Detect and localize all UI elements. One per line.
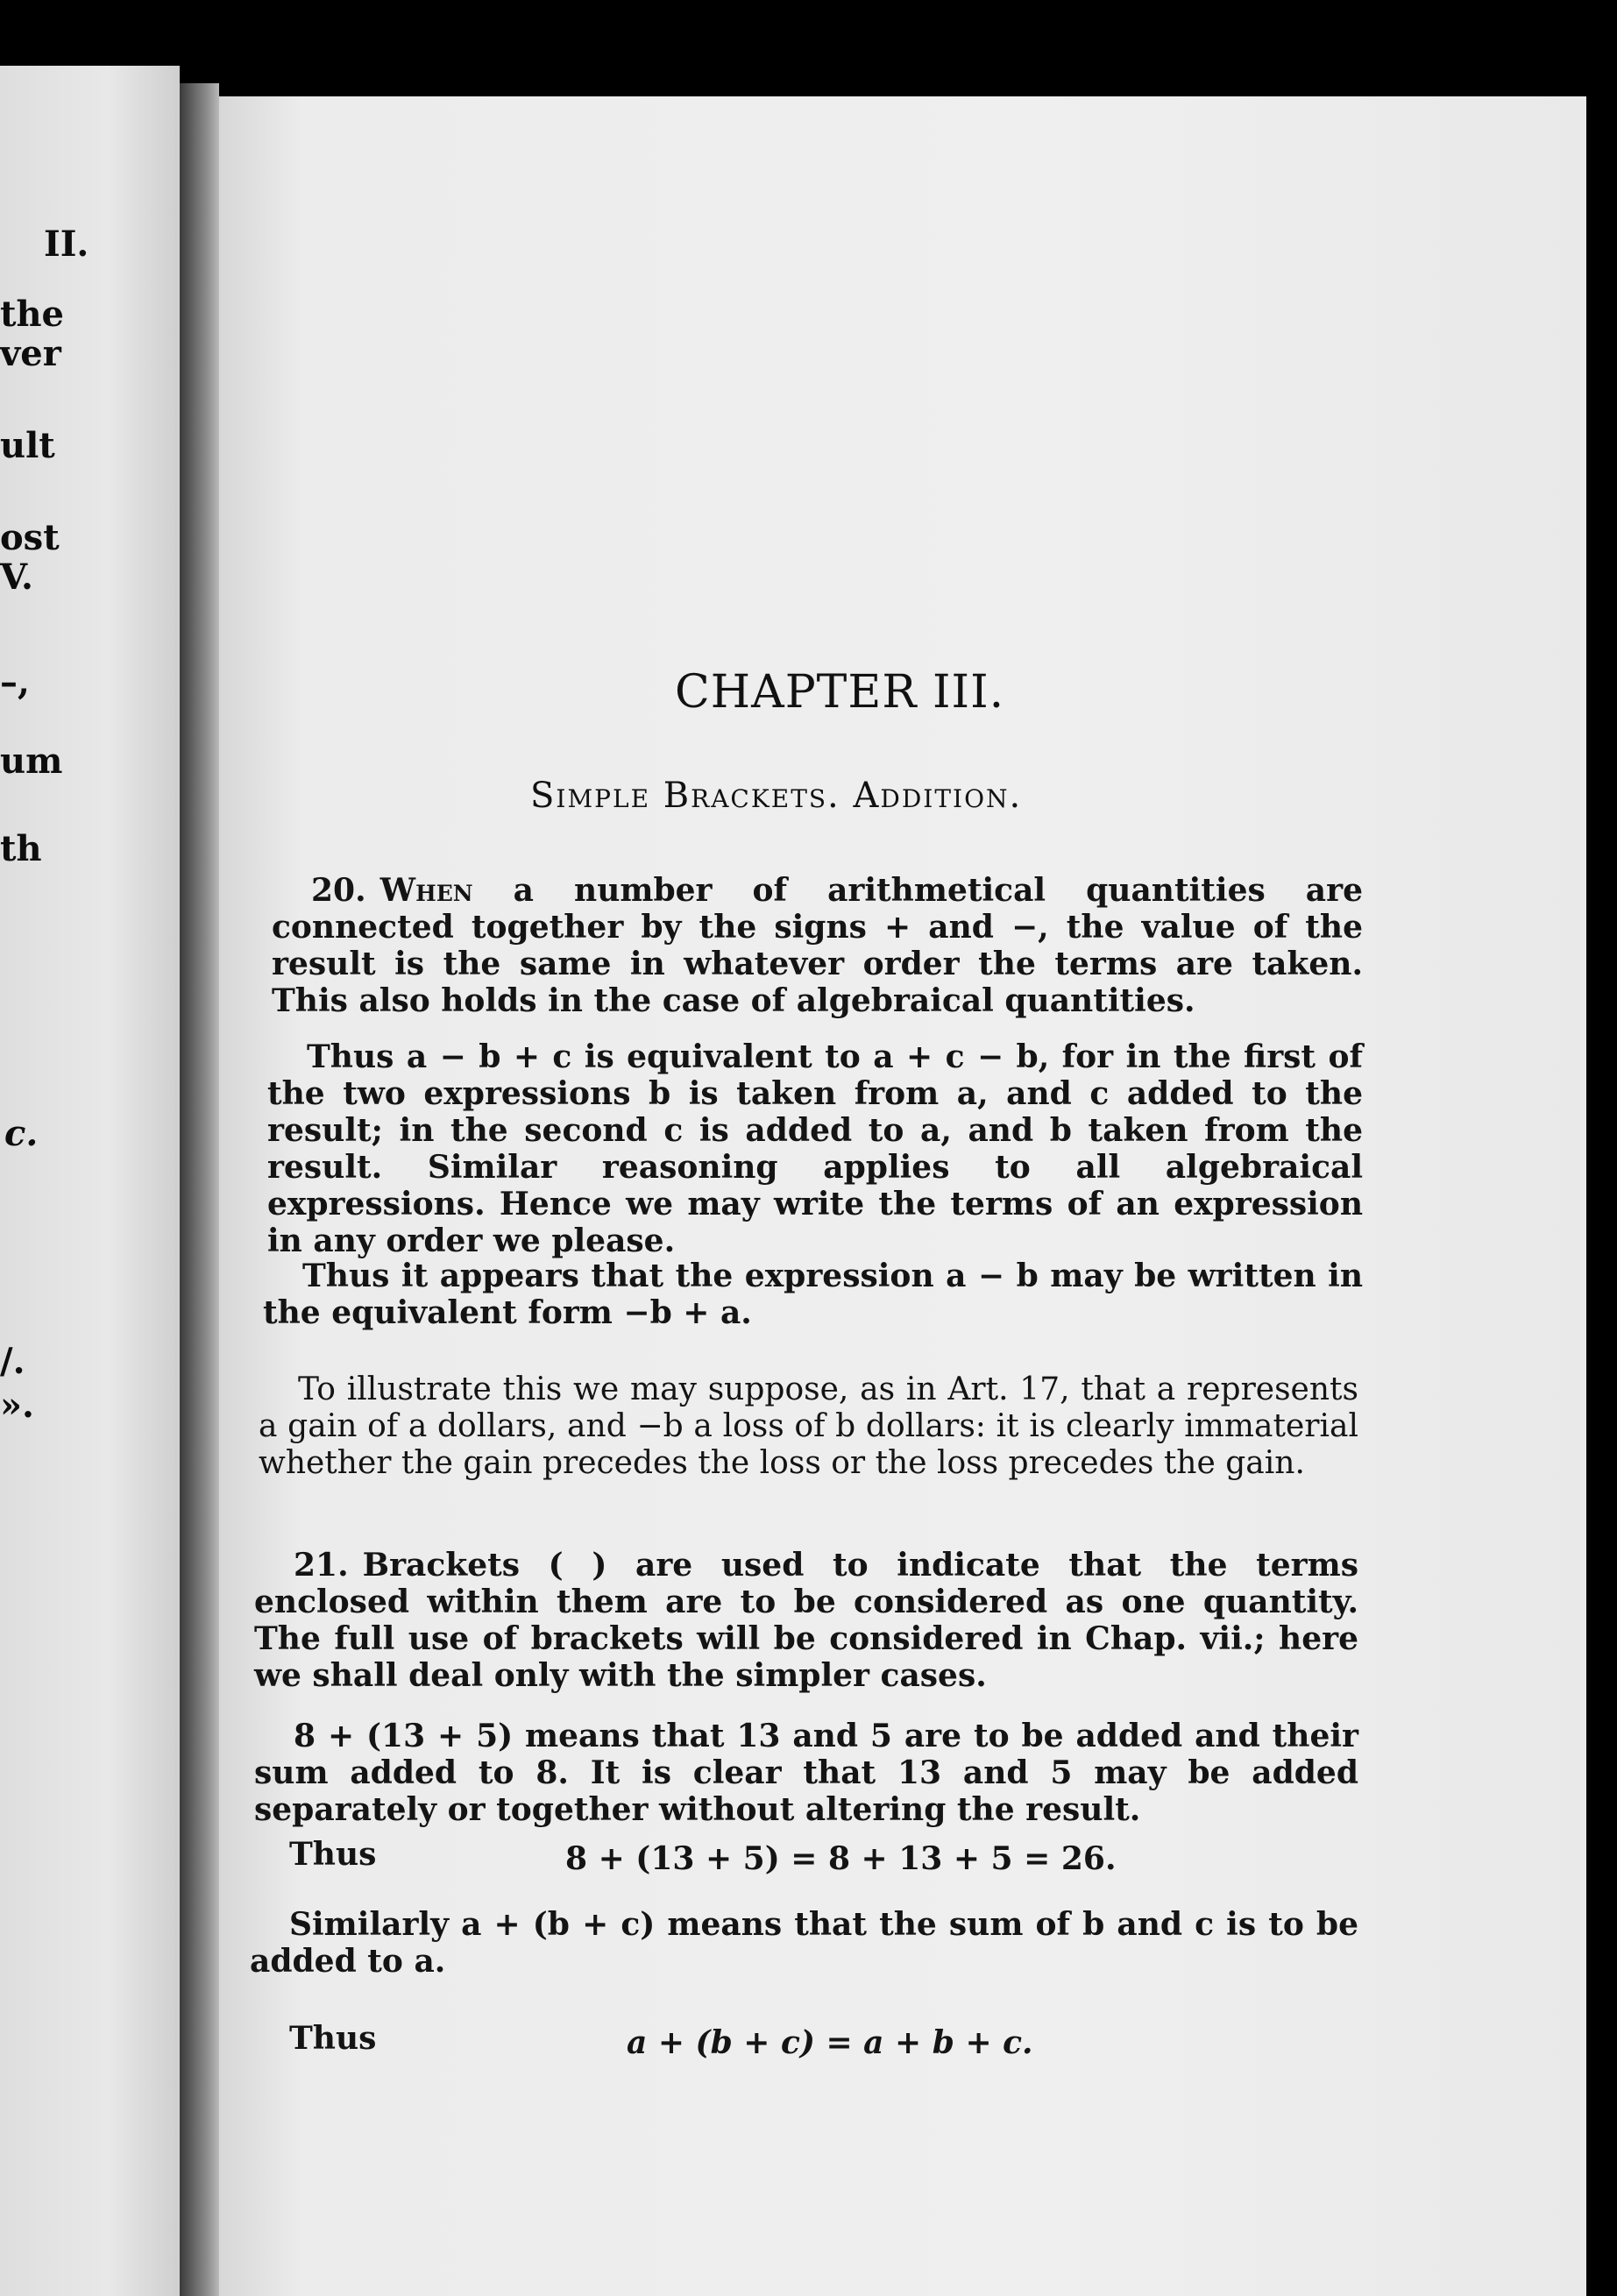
equation-label: Thus <box>289 1836 377 1873</box>
equation-label: Thus <box>289 2020 377 2057</box>
paragraph-20-continued: Thus a − b + c is equivalent to a + c − b, for in the first of the two expressions b is taken from a, and c added to the result; in the second c is added to a, and b taken from the result. Similar reasoning applies to all algebraical expressions. Hence we may write the terms of an expression in any order we please. <box>267 1038 1363 1259</box>
paragraph-text: Brackets ( ) are used to indicate that the terms enclosed within them are to be considered as one quantity. The full use of brackets will be considered in Chap. vii.; here we shall deal only with the simpler cases. <box>254 1547 1358 1694</box>
equation: 8 + (13 + 5) = 8 + 13 + 5 = 26. <box>565 1840 1117 1877</box>
left-page-fragment: II. <box>44 223 89 265</box>
left-page-fragment: /. <box>0 1341 25 1382</box>
left-page-fragment: c. <box>4 1113 39 1154</box>
paragraph-21-similarly: Similarly a + (b + c) means that the sum of b and c is to be added to a. <box>250 1906 1358 1980</box>
paragraph-text: a number of arithmetical quantities are connected together by the signs + and −, the value of the result is the same in whatever order the terms are taken. This also holds in the case of algebraical quantities. <box>272 872 1363 1019</box>
left-page-fragment: um <box>0 741 63 782</box>
book-gutter <box>180 83 219 2296</box>
article-number: 21. <box>294 1547 349 1584</box>
paragraph-21 <box>254 1547 1358 1694</box>
left-page-fragment: –, <box>0 662 30 703</box>
paragraph-20-illustration: To illustrate this we may suppose, as in Art. 17, that a represents a gain of a dollars, and −b a loss of b dollars: it is clearly immaterial whether the gain precedes the loss or the loss precedes the gain. <box>259 1371 1358 1481</box>
article-number: 20. <box>311 872 366 909</box>
left-page-fragment: ». <box>0 1385 34 1426</box>
left-page-fragment: ver <box>0 333 61 374</box>
left-page-fragment: ost <box>0 517 60 558</box>
paragraph-20 <box>272 872 1363 1019</box>
left-page-fragment: the <box>0 294 65 335</box>
section-title: Simple Brackets. Addition. <box>530 776 1023 816</box>
book-page <box>219 96 1586 2296</box>
paragraph-20-equivalent-form: Thus it appears that the expression a − b may be written in the equivalent form −b + a. <box>263 1258 1363 1331</box>
equation: a + (b + c) = a + b + c. <box>627 2024 1033 2061</box>
chapter-title: CHAPTER III. <box>675 666 1005 719</box>
left-facing-page <box>0 66 180 2296</box>
paragraph-21-example: 8 + (13 + 5) means that 13 and 5 are to be added and their sum added to 8. It is clear that 13 and 5 may be added separately or together without altering the result. <box>254 1718 1358 1828</box>
left-page-fragment: ult <box>0 425 55 466</box>
left-page-fragment: V. <box>0 556 33 598</box>
left-page-fragment: th <box>0 828 42 869</box>
lead-word: When <box>379 872 473 909</box>
